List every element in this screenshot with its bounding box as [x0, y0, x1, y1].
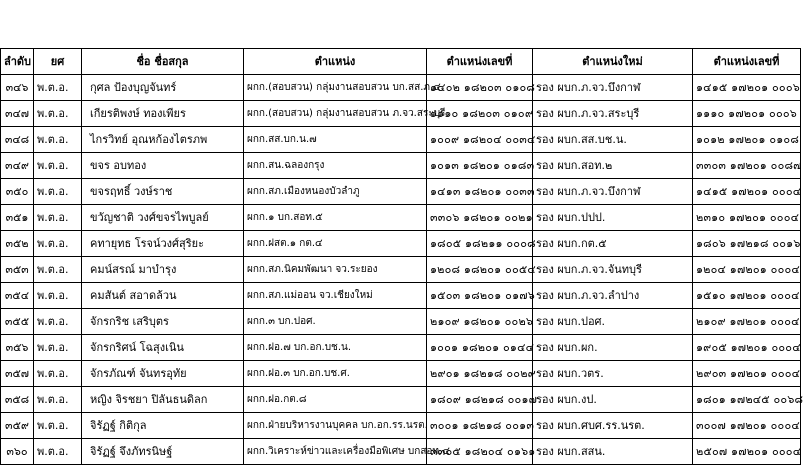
cell-position-no: ๑๘๐๙ ๑๘๒๑๘ ๐๐๑๗	[427, 387, 533, 413]
cell-new-position: รอง ผบก.ปปป.	[533, 205, 693, 231]
header-position: ตำแหน่ง	[244, 49, 427, 75]
cell-name: คทายุทธ โรจน์วงศ์สุริยะ	[82, 231, 244, 257]
cell-new-position: รอง ผบก.งป.	[533, 387, 693, 413]
table-row	[1, 257, 801, 283]
table-row	[1, 101, 801, 127]
cell-new-position-no: ๑๘๐๖ ๑๗๒๑๘ ๐๐๑๖	[693, 231, 801, 257]
cell-name: ไกรวิทย์ อุณหก้องไตรภพ	[82, 127, 244, 153]
cell-new-position-no: ๑๔๑๕ ๑๗๒๐๑ ๐๐๐๖	[693, 75, 801, 101]
cell-new-position: รอง ผบก.สสน.	[533, 439, 693, 465]
cell-position-no: ๓๐๐๑ ๑๘๒๑๘ ๐๐๑๓	[427, 413, 533, 439]
cell-position-no: ๑๐๐๙ ๑๘๒๐๔ ๐๐๓๔	[427, 127, 533, 153]
cell-seq: ๓๖๐	[1, 439, 34, 465]
cell-position: ผกก.ฝสต.๑ กต.๔	[244, 231, 427, 257]
cell-name: จิรัฏฐ์ กิติกุล	[82, 413, 244, 439]
cell-seq: ๓๕๑	[1, 205, 34, 231]
cell-position: ผกก.วิเคราะห์ข่าวและเครื่องมือพิเศษ บกสอท.๔	[244, 439, 427, 465]
table-row	[1, 283, 801, 309]
cell-position: ผกก.สภ.แม่ออน จว.เชียงใหม่	[244, 283, 427, 309]
header-name: ชื่อ ชื่อสกุล	[82, 49, 244, 75]
cell-position-no: ๓๓๐๖ ๑๘๒๐๑ ๐๐๒๑	[427, 205, 533, 231]
header-new-position-no: ตำแหน่งเลขที่	[693, 49, 801, 75]
cell-name: จิรัฏฐ์ จึงภัทรนิษฐ์	[82, 439, 244, 465]
cell-rank: พ.ต.อ.	[34, 335, 82, 361]
cell-position: ผกก.ฝอ.๗ บก.อก.บช.น.	[244, 335, 427, 361]
table-row	[1, 361, 801, 387]
cell-seq: ๓๕๒	[1, 231, 34, 257]
cell-seq: ๓๕๙	[1, 413, 34, 439]
cell-new-position: รอง ผบก.ปอศ.	[533, 309, 693, 335]
table-row	[1, 413, 801, 439]
cell-new-position: รอง ผบก.ภ.จว.จันทบุรี	[533, 257, 693, 283]
cell-new-position-no: ๑๔๑๕ ๑๗๒๐๑ ๐๐๐๔	[693, 179, 801, 205]
cell-seq: ๓๔๖	[1, 75, 34, 101]
cell-rank: พ.ต.อ.	[34, 205, 82, 231]
cell-position-no: ๑๕๐๓ ๑๘๒๐๑ ๐๑๗๖	[427, 283, 533, 309]
cell-new-position-no: ๑๐๑๒ ๑๗๒๐๑ ๐๑๐๘	[693, 127, 801, 153]
cell-new-position-no: ๑๑๑๐ ๑๗๒๐๑ ๐๐๐๖	[693, 101, 801, 127]
cell-position: ผกก.(สอบสวน) กลุ่มงานสอบสวน บก.สส.ภ.๔	[244, 75, 427, 101]
cell-rank: พ.ต.อ.	[34, 413, 82, 439]
cell-seq: ๓๔๘	[1, 127, 34, 153]
cell-new-position: รอง ผบก.สส.บช.น.	[533, 127, 693, 153]
cell-position: ผกก.สน.ฉลองกรุง	[244, 153, 427, 179]
cell-position: ผกก.๑ บก.สอท.๕	[244, 205, 427, 231]
cell-new-position-no: ๒๙๐๓ ๑๗๒๐๑ ๐๐๐๔	[693, 361, 801, 387]
table-row	[1, 205, 801, 231]
cell-new-position: รอง ผบก.วตร.	[533, 361, 693, 387]
cell-name: จักรกริศน์ โฉสุงเนิน	[82, 335, 244, 361]
header-seq: ลำดับ	[1, 49, 34, 75]
cell-seq: ๓๕๓	[1, 257, 34, 283]
cell-rank: พ.ต.อ.	[34, 231, 82, 257]
table-row	[1, 439, 801, 465]
cell-position-no: ๑๐๑๓ ๑๘๒๐๑ ๐๑๘๓	[427, 153, 533, 179]
cell-position-no: ๑๑๑๐ ๑๘๒๐๓ ๐๑๐๙	[427, 101, 533, 127]
cell-position: ผกก.๓ บก.ปอศ.	[244, 309, 427, 335]
cell-name: หญิง จิรชยา ปิลันธนดิลก	[82, 387, 244, 413]
cell-new-position: รอง ผบก.ภ.จว.บึงกาฬ	[533, 75, 693, 101]
cell-new-position-no: ๓๐๐๗ ๑๗๒๐๑ ๐๐๐๔	[693, 413, 801, 439]
cell-rank: พ.ต.อ.	[34, 439, 82, 465]
cell-rank: พ.ต.อ.	[34, 309, 82, 335]
cell-new-position: รอง ผบก.กต.๕	[533, 231, 693, 257]
cell-seq: ๓๔๙	[1, 153, 34, 179]
cell-new-position-no: ๒๓๑๐ ๑๗๒๐๑ ๐๐๐๔	[693, 205, 801, 231]
cell-rank: พ.ต.อ.	[34, 257, 82, 283]
table-row	[1, 335, 801, 361]
cell-name: คมน์สรณ์ มาบำรุง	[82, 257, 244, 283]
cell-rank: พ.ต.อ.	[34, 387, 82, 413]
cell-new-position-no: ๑๒๐๔ ๑๗๒๐๑ ๐๐๐๔	[693, 257, 801, 283]
cell-name: จักรกริช เสริบุตร	[82, 309, 244, 335]
cell-position: ผกก.ฝอ.๓ บก.อก.บช.ศ.	[244, 361, 427, 387]
cell-name: ขวัญชาติ วงศ์ขจรไพบูลย์	[82, 205, 244, 231]
cell-seq: ๓๔๗	[1, 101, 34, 127]
cell-position-no: ๑๘๐๕ ๑๘๒๑๑ ๐๐๐๘	[427, 231, 533, 257]
cell-new-position: รอง ผบก.ภ.จว.สระบุรี	[533, 101, 693, 127]
cell-new-position-no: ๑๘๐๑ ๑๗๒๔๕ ๐๐๖๘	[693, 387, 801, 413]
table-row	[1, 127, 801, 153]
cell-seq: ๓๕๔	[1, 283, 34, 309]
cell-rank: พ.ต.อ.	[34, 101, 82, 127]
cell-position: ผกก.สส.บก.น.๗	[244, 127, 427, 153]
cell-position-no: ๒๑๐๙ ๑๘๒๐๑ ๐๐๒๖	[427, 309, 533, 335]
cell-new-position-no: ๑๙๐๕ ๑๗๒๐๑ ๐๐๐๔	[693, 335, 801, 361]
cell-rank: พ.ต.อ.	[34, 283, 82, 309]
cell-rank: พ.ต.อ.	[34, 179, 82, 205]
cell-seq: ๓๕๖	[1, 335, 34, 361]
header-new-position: ตำแหน่งใหม่	[533, 49, 693, 75]
cell-new-position: รอง ผบก.สอท.๒	[533, 153, 693, 179]
header-rank: ยศ	[34, 49, 82, 75]
cell-position-no: ๑๔๑๓ ๑๘๒๐๑ ๐๐๓๓	[427, 179, 533, 205]
cell-seq: ๓๕๕	[1, 309, 34, 335]
cell-name: ขจร อบทอง	[82, 153, 244, 179]
cell-new-position: รอง ผบก.ภ.จว.ลำปาง	[533, 283, 693, 309]
cell-position: ผกก.ฝ่ายบริหารงานบุคคล บก.อก.รร.นรต.	[244, 413, 427, 439]
cell-position: ผกก.ฝอ.กต.๘	[244, 387, 427, 413]
cell-position-no: ๑๒๐๘ ๑๘๒๐๑ ๐๐๕๔	[427, 257, 533, 283]
table-row	[1, 153, 801, 179]
cell-seq: ๓๕๘	[1, 387, 34, 413]
table-row	[1, 387, 801, 413]
cell-name: คมสันต์ สอาดล้วน	[82, 283, 244, 309]
header-position-no: ตำแหน่งเลขที่	[427, 49, 533, 75]
cell-new-position-no: ๑๕๑๐ ๑๗๒๐๑ ๐๐๐๔	[693, 283, 801, 309]
table-row	[1, 179, 801, 205]
table-header-row	[1, 49, 801, 75]
cell-name: กุศล ป้องบุญจันทร์	[82, 75, 244, 101]
cell-position-no: ๓๓๐๕ ๑๘๒๐๔ ๐๑๖๑	[427, 439, 533, 465]
cell-rank: พ.ต.อ.	[34, 153, 82, 179]
cell-name: ขจรฤทธิ์ วงษ์ราช	[82, 179, 244, 205]
table-row	[1, 309, 801, 335]
cell-seq: ๓๕๐	[1, 179, 34, 205]
cell-position-no: ๒๙๐๑ ๑๘๒๑๘ ๐๐๒๙	[427, 361, 533, 387]
cell-rank: พ.ต.อ.	[34, 75, 82, 101]
personnel-table	[0, 48, 801, 465]
table-body	[1, 75, 801, 465]
cell-position-no: ๑๔๐๒ ๑๘๒๐๓ ๐๑๐๘	[427, 75, 533, 101]
cell-rank: พ.ต.อ.	[34, 361, 82, 387]
cell-position: ผกก.(สอบสวน) กลุ่มงานสอบสวน ภ.จว.สระบุรี	[244, 101, 427, 127]
cell-new-position-no: ๓๓๐๓ ๑๗๒๐๑ ๐๐๘๗	[693, 153, 801, 179]
cell-new-position: รอง ผบก.ภ.จว.บึงกาฬ	[533, 179, 693, 205]
cell-new-position-no: ๒๑๐๙ ๑๗๒๐๑ ๐๐๐๔	[693, 309, 801, 335]
cell-name: จักรภัณฑ์ จันทรอุทัย	[82, 361, 244, 387]
cell-position: ผกก.สภ.เมืองหนองบัวลำภู	[244, 179, 427, 205]
cell-rank: พ.ต.อ.	[34, 127, 82, 153]
cell-position: ผกก.สภ.นิคมพัฒนา จว.ระยอง	[244, 257, 427, 283]
cell-name: เกียรติพงษ์ ทองเพียร	[82, 101, 244, 127]
cell-seq: ๓๕๗	[1, 361, 34, 387]
table-row	[1, 75, 801, 101]
table-row	[1, 231, 801, 257]
cell-new-position: รอง ผบก.ผก.	[533, 335, 693, 361]
cell-position-no: ๑๐๐๑ ๑๘๒๐๑ ๐๑๔๔	[427, 335, 533, 361]
cell-new-position-no: ๒๕๐๗ ๑๗๒๐๑ ๐๐๐๔	[693, 439, 801, 465]
cell-new-position: รอง ผบก.ศบศ.รร.นรต.	[533, 413, 693, 439]
